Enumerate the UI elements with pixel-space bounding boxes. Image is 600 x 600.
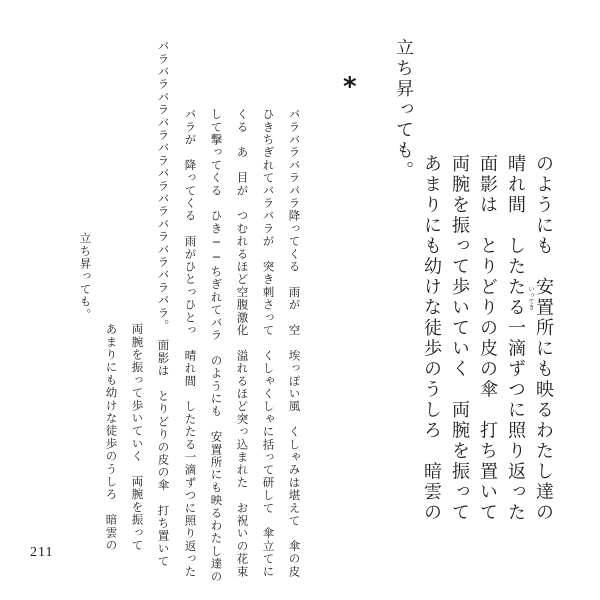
upper-line-2: 晴れ間 したたる一滴ずつに照り返った <box>505 154 526 523</box>
lower-line-3: くる あ 目が つむれるほど空腹激化 溢れるほど突っ込まれた お祝いの花束 <box>235 108 250 578</box>
upper-line-6: 立ち昇っても。 <box>393 38 414 182</box>
lower-line-6: バラバラバラバラバラバラバラバラバラバラバラ。 面影は とりどりの皮の傘 打ち置いて <box>156 40 171 568</box>
upper-line-3: 面影は とりどりの皮の傘 打ち置いて <box>477 154 498 523</box>
lower-line-4: して撃ってくる ひき──ちぎれてバラ のようにも 安置所にも映るわたし達の <box>209 108 224 583</box>
upper-line-5: あまりにも幼けな徒歩のうしろ 暗雲の <box>421 154 442 523</box>
upper-line-4: 両腕を振って歩いていく 両腕を振って <box>449 154 470 523</box>
upper-line-1: のようにも 安置所にも映るわたし達の <box>533 154 554 523</box>
section-asterisk: * <box>343 72 357 102</box>
lower-line-2: ひきちぎれてバラバラが 突き刺さって くしゃくしゃに括って研して 傘立てに <box>261 108 276 578</box>
lower-line-7: 両腕を振って歩いていく 両腕を振って <box>130 323 145 552</box>
page-number: 211 <box>30 545 54 560</box>
lower-line-8: あまりにも幼けな徒歩のうしろ 暗雲の <box>104 323 119 552</box>
lower-line-9: 立ち昇っても。 <box>78 232 93 321</box>
lower-line-5: バラが 降ってくる 雨がひとっひとっ 晴れ間 したたる一滴ずつに照り返った <box>183 108 198 578</box>
lower-line-1: バラバラバラバラ降ってくる 雨が 空 埃っぽい風 くしゃみは堪えて 傘の皮 <box>287 108 302 578</box>
ruby-ittekii: いってき <box>527 286 534 310</box>
